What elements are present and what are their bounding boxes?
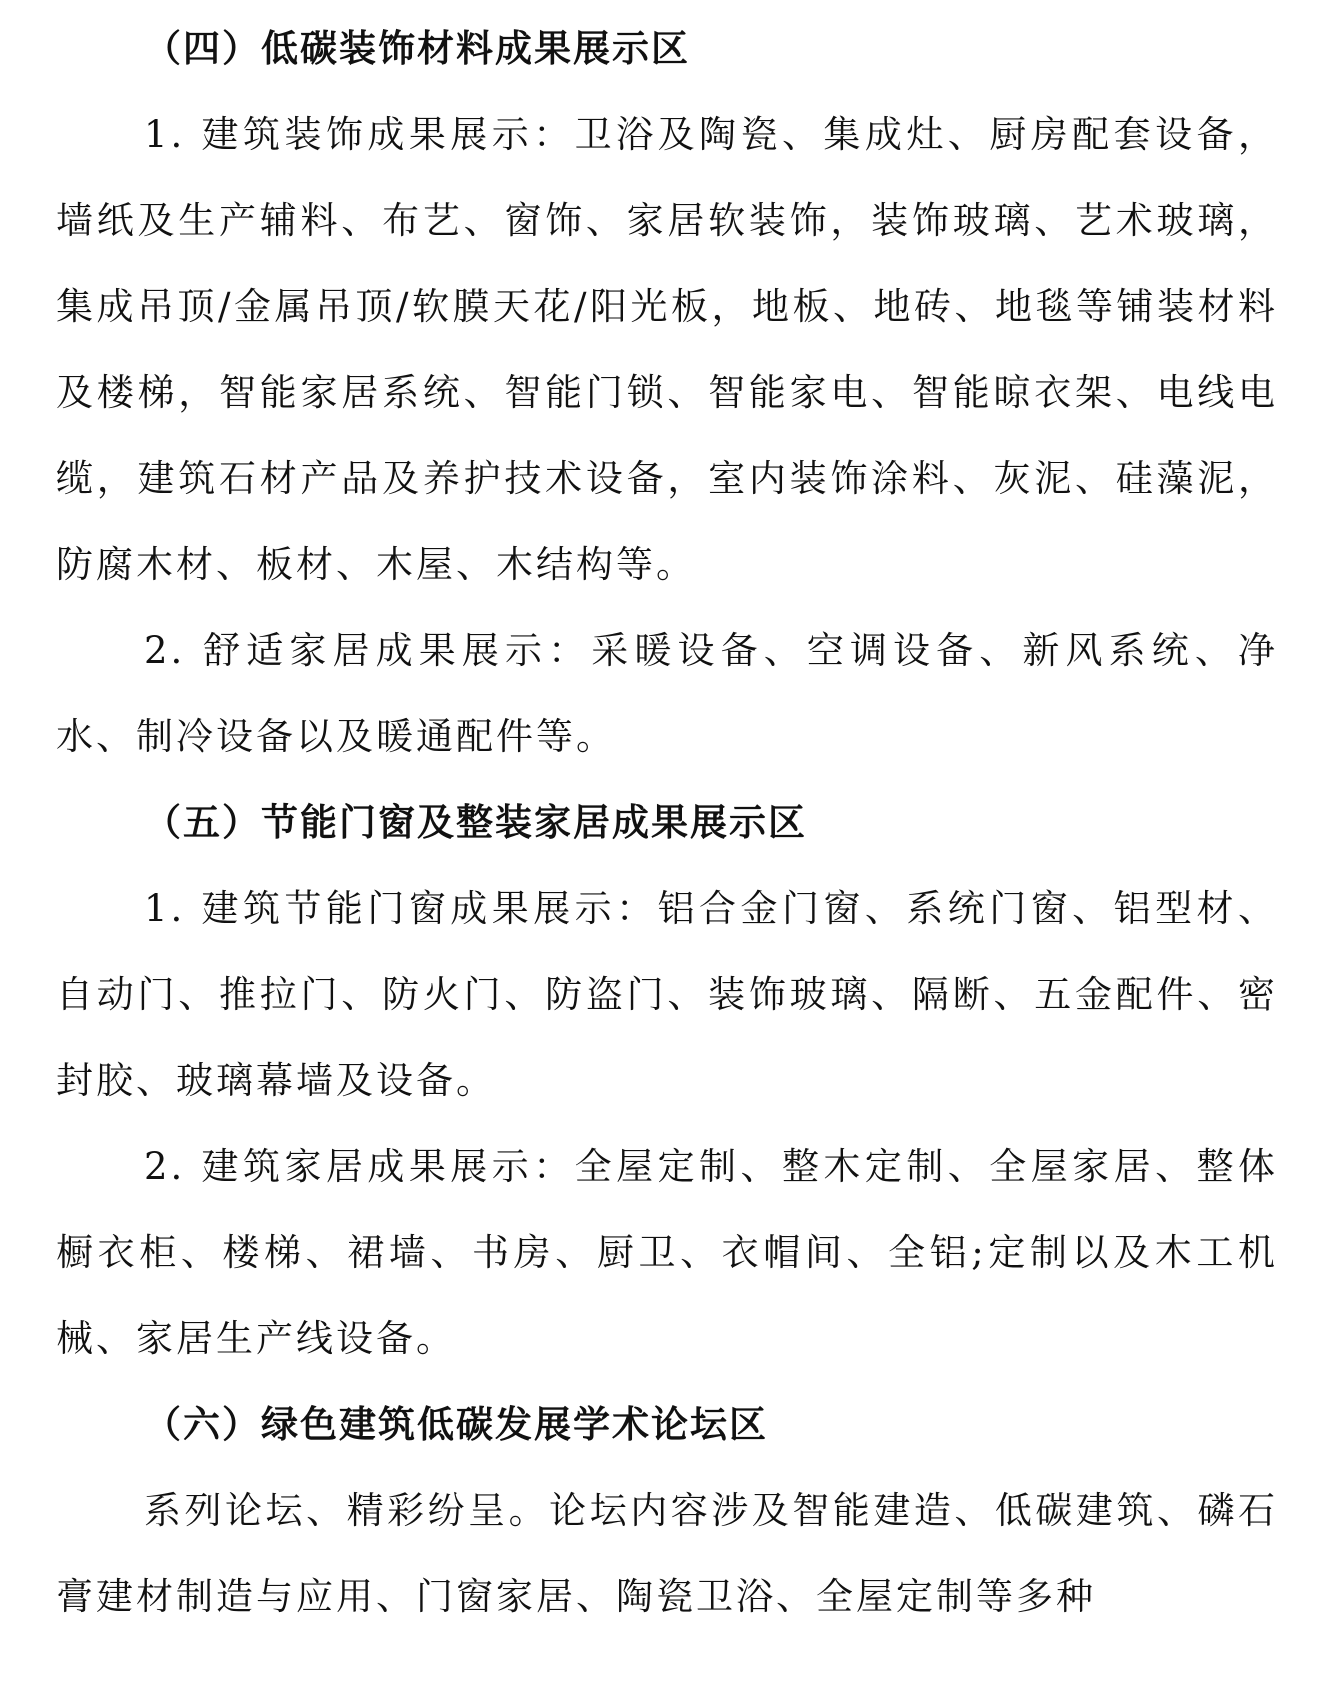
paragraph-6-1: 系列论坛、精彩纷呈。论坛内容涉及智能建造、低碳建筑、磷石膏建材制造与应用、门窗家居、陶瓷卫浴、全屋定制等多种 xyxy=(56,1489,1278,1618)
paragraph-5-2: 2. 建筑家居成果展示：全屋定制、整木定制、全屋家居、整体橱衣柜、楼梯、裙墙、书房、厨卫、衣帽间、全铝;定制以及木工机械、家居生产线设备。 xyxy=(56,1145,1278,1360)
paragraph-5-1: 1. 建筑节能门窗成果展示：铝合金门窗、系统门窗、铝型材、自动门、推拉门、防火门、防盗门、装饰玻璃、隔断、五金配件、密封胶、玻璃幕墙及设备。 xyxy=(56,887,1278,1102)
section-heading-4: （四）低碳装饰材料成果展示区 xyxy=(144,27,690,70)
section-heading-5: （五）节能门窗及整装家居成果展示区 xyxy=(144,801,807,844)
paragraph-4-2: 2. 舒适家居成果展示：采暖设备、空调设备、新风系统、净水、制冷设备以及暖通配件等。 xyxy=(56,629,1278,758)
section-heading-6: （六）绿色建筑低碳发展学术论坛区 xyxy=(144,1403,768,1446)
document-page xyxy=(56,6,1278,1640)
paragraph-4-1: 1. 建筑装饰成果展示：卫浴及陶瓷、集成灶、厨房配套设备，墙纸及生产辅料、布艺、窗饰、家居软装饰，装饰玻璃、艺术玻璃，集成吊顶/金属吊顶/软膜天花/阳光板，地板、地砖、地毯等铺装材料及楼梯，智能家居系统、智能门锁、智能家电、智能晾衣架、电线电缆，建筑石材产品及养护技术设备，室内装饰涂料、灰泥、硅藻泥，防腐木材、板材、木屋、木结构等。 xyxy=(56,113,1278,586)
